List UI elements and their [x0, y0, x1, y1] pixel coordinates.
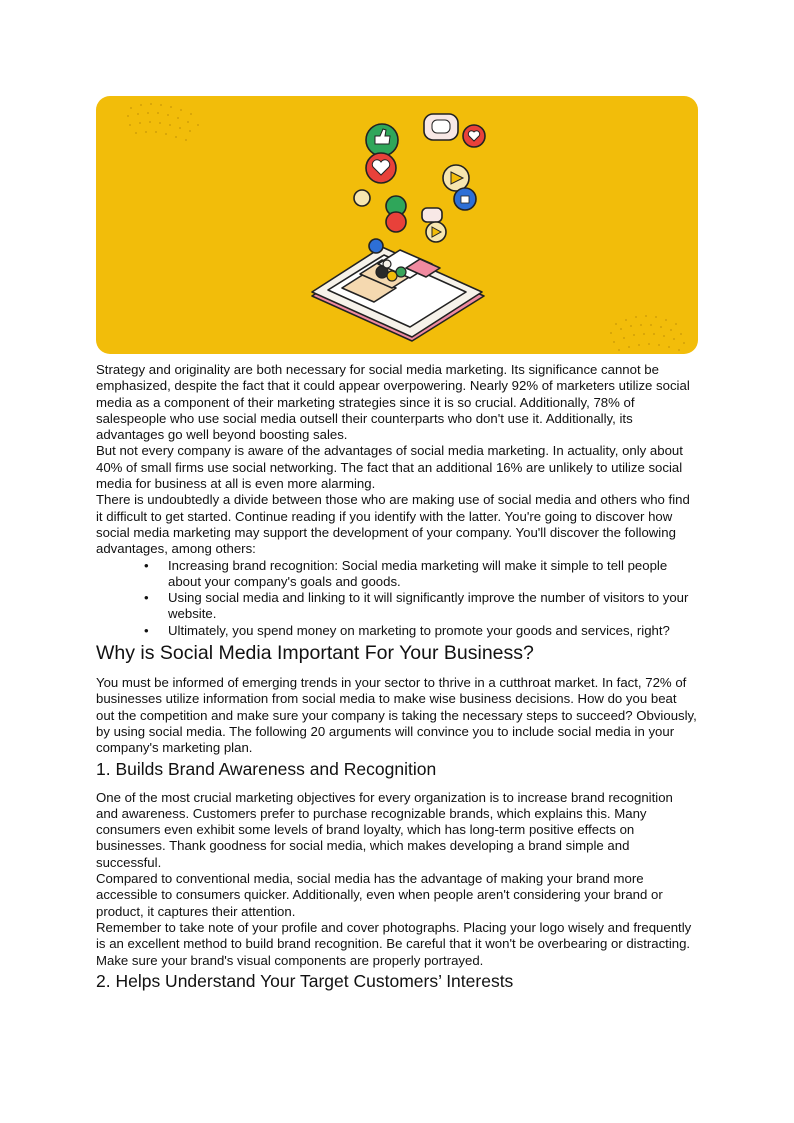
intro-section [96, 362, 698, 558]
list-item: • Ultimately, you spend money on marketing to promote your goods and services, right? [144, 622, 670, 638]
subsection-heading-1: 1. Builds Brand Awareness and Recognition [96, 758, 437, 779]
social-media-illustration [96, 96, 698, 354]
subsection1-paragraph-3: Remember to take note of your profile and cover photographs. Placing your logo wisely and frequently is an excellent method to build brand recognition. Be careful that it won't be overbearing or distracting. [96, 919, 692, 952]
intro-paragraph-3: There is undoubtedly a divide between those who are making use of social media and others who find it difficult to get started. Continue reading if you identify with the latter. You're going to discover how social media marketing may support the development of your company. You'll discover the following advantages, among others: [96, 492, 690, 557]
intro-paragraph-2: But not every company is aware of the advantages of social media marketing. In actuality, only about 40% of small firms use social networking. The fact that an additional 16% are unlikely to utilize social media for business at all is even more alarming. [96, 443, 683, 492]
subsection-heading-2: 2. Helps Understand Your Target Customers’ Interests [96, 970, 514, 991]
dot-pattern-bottom-right [610, 315, 685, 351]
hero-illustration [96, 96, 698, 354]
dot-pattern-top-left [127, 103, 199, 141]
list-item: • Increasing brand recognition: Social media marketing will make it simple to tell people about your company's goals and goods. [144, 557, 668, 589]
list-item: • Using social media and linking to it will significantly improve the number of visitors to your website. [144, 590, 689, 622]
subsection1-paragraph-4: Make sure your brand's visual components are properly portrayed. [96, 952, 484, 968]
chat-bubble-icon [422, 208, 442, 222]
bullet-icon: • [144, 622, 149, 638]
subsection1-paragraph-1: One of the most crucial marketing objectives for every organization is to increase brand recognition and awareness. Customers prefer to purchase recognizable brands, which explains this. Many consumers even exhibit some levels of brand loyalty, which has long-term positive effects on businesses. Thank goodness for social media, which makes developing a brand simple and successful. [96, 789, 673, 870]
article [96, 96, 698, 1002]
section-heading: Why is Social Media Important For Your Business? [96, 642, 534, 665]
smartphone-icon [312, 247, 484, 341]
section-paragraph: You must be informed of emerging trends in your sector to thrive in a cutthroat market. In fact, 72% of businesses utilize information from social media to make wise business decisions. How do you beat out the competition and make sure your company is taking the necessary steps to succeed? Obviously, by using social media. The following 20 arguments will convince you to include social media in your company's marketing plan. [96, 675, 697, 756]
play-icon [354, 190, 370, 206]
thumbs-up-icon [369, 239, 383, 253]
advantages-list [96, 558, 698, 639]
bullet-icon: • [144, 590, 149, 606]
subsection1-paragraph-2: Compared to conventional media, social media has the advantage of making your brand more accessible to consumers quicker. Additionally, even when people aren't considering your brand or product, it captures their attention. [96, 871, 663, 919]
bullet-icon: • [144, 557, 149, 573]
heart-icon [386, 212, 406, 232]
intro-paragraph-1: Strategy and originality are both necessary for social media marketing. Its significance cannot be emphasized, despite the fact that it could appear overpowering. Nearly 92% of marketers utilize social media as a component of their marketing strategies since it is so crucial. Additionally, 78% of salespeople who use social media outsell their counterparts who don't use it. Additionally, its advantages go well beyond boosting sales. [96, 362, 690, 443]
